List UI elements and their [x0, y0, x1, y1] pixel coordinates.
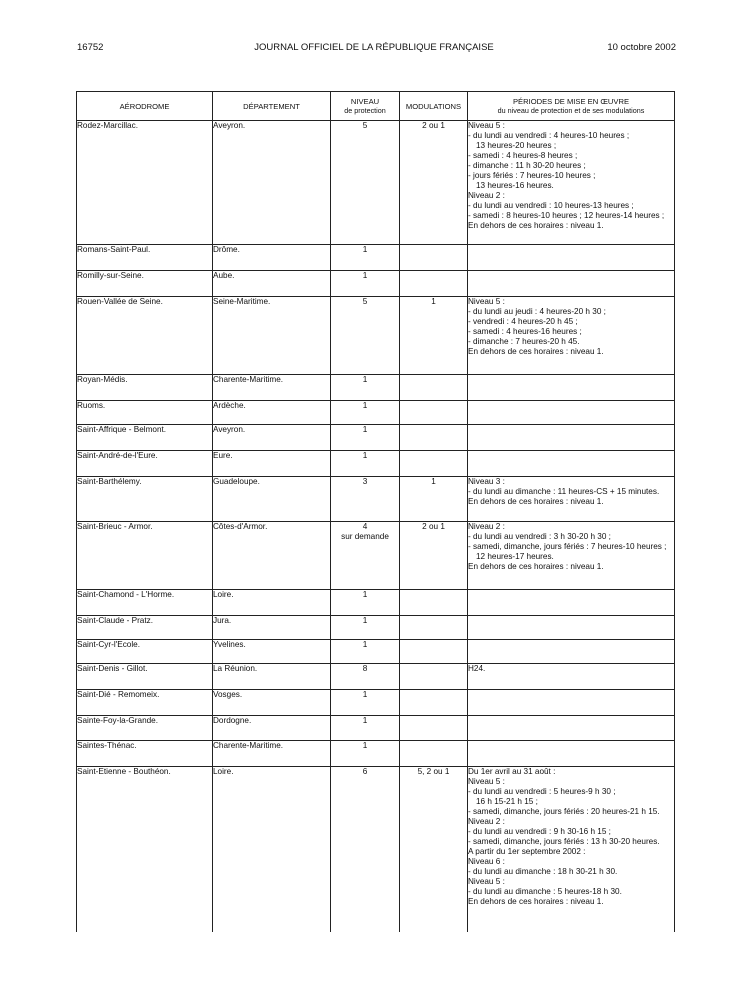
aerodrome-cell: Saint-Claude - Pratz. — [77, 616, 213, 640]
niveau-cell — [331, 271, 400, 297]
modulations-cell: 1 — [400, 477, 468, 522]
table-row — [77, 741, 675, 767]
aerodrome-cell: Rodez-Marcillac. — [77, 121, 213, 245]
aerodrome-table — [76, 91, 675, 932]
niveau-cell — [331, 640, 400, 664]
periodes-cell — [468, 664, 675, 690]
departement-cell: Guadeloupe. — [213, 477, 331, 522]
table-row — [77, 297, 675, 375]
periodes-cell — [468, 271, 675, 297]
niveau-cell — [331, 245, 400, 271]
periode-line: H24. — [468, 664, 486, 673]
periodes-cell — [468, 451, 675, 477]
niveau-value: 1 — [362, 401, 368, 410]
col-header-periodes-line1: PÉRIODES DE MISE EN ŒUVRE — [512, 97, 630, 106]
periode-line: Niveau 5 : — [468, 877, 505, 886]
col-header-niveau — [331, 92, 400, 121]
departement-cell: Aveyron. — [213, 425, 331, 451]
modulations-cell — [400, 616, 468, 640]
periodes-cell — [468, 640, 675, 664]
periode-line: 13 heures-16 heures. — [476, 181, 554, 190]
departement-cell: Jura. — [213, 616, 331, 640]
col-header-periodes — [468, 92, 675, 121]
periode-line: En dehors de ces horaires : niveau 1. — [468, 897, 604, 906]
niveau-note: sur demande — [341, 532, 389, 541]
departement-cell: Yvelines. — [213, 640, 331, 664]
niveau-value: 4 — [362, 522, 368, 531]
col-header-niveau-line1: NIVEAU — [350, 97, 380, 106]
departement-cell: Aube. — [213, 271, 331, 297]
niveau-value: 1 — [362, 245, 368, 254]
periode-line: - samedi : 4 heures-16 heures ; — [468, 327, 582, 336]
niveau-cell — [331, 451, 400, 477]
modulations-cell — [400, 640, 468, 664]
table-row — [77, 477, 675, 522]
periodes-cell — [468, 767, 675, 932]
periode-line: 16 h 15-21 h 15 ; — [476, 797, 538, 806]
niveau-cell — [331, 121, 400, 245]
periode-line: - du lundi au dimanche : 11 heures-CS + 15 minutes. — [468, 487, 660, 496]
aerodrome-cell: Saint-Barthélemy. — [77, 477, 213, 522]
aerodrome-cell: Saint-Denis - Gillot. — [77, 664, 213, 690]
table-row — [77, 121, 675, 245]
niveau-value: 6 — [362, 767, 368, 776]
niveau-value: 1 — [362, 616, 368, 625]
niveau-value: 5 — [362, 121, 368, 130]
periode-line: - du lundi au vendredi : 4 heures-10 heures ; — [468, 131, 630, 140]
aerodrome-cell: Saint-Brieuc - Armor. — [77, 522, 213, 590]
departement-cell: Côtes-d'Armor. — [213, 522, 331, 590]
periode-line: - du lundi au vendredi : 9 h 30-16 h 15 ; — [468, 827, 611, 836]
modulations-cell — [400, 690, 468, 716]
departement-cell: Ardèche. — [213, 401, 331, 425]
niveau-value: 8 — [362, 664, 368, 673]
aerodrome-cell: Saint-Cyr-l'Ecole. — [77, 640, 213, 664]
table-row — [77, 451, 675, 477]
niveau-cell — [331, 590, 400, 616]
niveau-value: 5 — [362, 297, 368, 306]
periode-line: En dehors de ces horaires : niveau 1. — [468, 562, 604, 571]
periode-line: - dimanche : 7 heures-20 h 45. — [468, 337, 580, 346]
col-header-departement: DÉPARTEMENT — [213, 92, 331, 121]
modulations-cell — [400, 375, 468, 401]
periodes-cell — [468, 425, 675, 451]
periode-line: Niveau 5 : — [468, 777, 505, 786]
departement-cell: Eure. — [213, 451, 331, 477]
periodes-cell — [468, 616, 675, 640]
modulations-cell — [400, 590, 468, 616]
niveau-cell — [331, 690, 400, 716]
niveau-value: 1 — [362, 690, 368, 699]
periode-line: Niveau 2 : — [468, 191, 505, 200]
periode-line: - du lundi au dimanche : 5 heures-18 h 30. — [468, 887, 622, 896]
niveau-value: 1 — [362, 451, 368, 460]
niveau-cell — [331, 741, 400, 767]
departement-cell: Loire. — [213, 590, 331, 616]
periodes-cell — [468, 375, 675, 401]
table-row — [77, 375, 675, 401]
departement-cell: Charente-Maritime. — [213, 741, 331, 767]
periodes-cell — [468, 590, 675, 616]
niveau-cell — [331, 425, 400, 451]
modulations-cell: 5, 2 ou 1 — [400, 767, 468, 932]
periode-line: - samedi, dimanche, jours fériés : 20 heures-21 h 15. — [468, 807, 660, 816]
niveau-cell — [331, 401, 400, 425]
periode-line: - samedi : 4 heures-8 heures ; — [468, 151, 578, 160]
periode-line: - du lundi au jeudi : 4 heures-20 h 30 ; — [468, 307, 606, 316]
niveau-value: 1 — [362, 741, 368, 750]
niveau-cell — [331, 522, 400, 590]
page-number: 16752 — [77, 42, 104, 53]
aerodrome-cell: Saintes-Thénac. — [77, 741, 213, 767]
modulations-cell — [400, 401, 468, 425]
niveau-value: 1 — [362, 271, 368, 280]
aerodrome-cell: Saint-Chamond - L'Horme. — [77, 590, 213, 616]
periode-line: - du lundi au dimanche : 18 h 30-21 h 30. — [468, 867, 618, 876]
niveau-cell — [331, 297, 400, 375]
periodes-cell — [468, 297, 675, 375]
periode-line: - vendredi : 4 heures-20 h 45 ; — [468, 317, 578, 326]
niveau-value: 1 — [362, 425, 368, 434]
periodes-cell — [468, 401, 675, 425]
table-row — [77, 522, 675, 590]
periode-line: A partir du 1er septembre 2002 : — [468, 847, 586, 856]
col-header-modulations: MODULATIONS — [400, 92, 468, 121]
table-row — [77, 590, 675, 616]
col-header-periodes-line2: du niveau de protection et de ses modulations — [497, 106, 645, 115]
aerodrome-cell: Ruoms. — [77, 401, 213, 425]
niveau-cell — [331, 716, 400, 741]
departement-cell: Aveyron. — [213, 121, 331, 245]
table-row — [77, 664, 675, 690]
periode-line: - du lundi au vendredi : 3 h 30-20 h 30 ; — [468, 532, 611, 541]
table-row — [77, 425, 675, 451]
niveau-value: 1 — [362, 590, 368, 599]
periode-line: - jours fériés : 7 heures-10 heures ; — [468, 171, 596, 180]
periodes-cell — [468, 477, 675, 522]
modulations-cell — [400, 271, 468, 297]
journal-title: JOURNAL OFFICIEL DE LA RÉPUBLIQUE FRANÇAISE — [254, 42, 494, 53]
modulations-cell: 2 ou 1 — [400, 121, 468, 245]
periode-line: - samedi : 8 heures-10 heures ; 12 heures-14 heures ; — [468, 211, 665, 220]
aerodrome-cell: Sainte-Foy-la-Grande. — [77, 716, 213, 741]
periodes-cell — [468, 741, 675, 767]
aerodrome-cell: Saint-Dié - Remomeix. — [77, 690, 213, 716]
departement-cell: Charente-Maritime. — [213, 375, 331, 401]
departement-cell: La Réunion. — [213, 664, 331, 690]
periode-line: Niveau 6 : — [468, 857, 505, 866]
modulations-cell: 1 — [400, 297, 468, 375]
periodes-cell — [468, 522, 675, 590]
periode-line: Niveau 2 : — [468, 522, 505, 531]
niveau-cell — [331, 664, 400, 690]
table-row — [77, 271, 675, 297]
table-row — [77, 690, 675, 716]
departement-cell: Seine-Maritime. — [213, 297, 331, 375]
modulations-cell: 2 ou 1 — [400, 522, 468, 590]
aerodrome-cell: Royan-Médis. — [77, 375, 213, 401]
periode-line: Niveau 5 : — [468, 121, 505, 130]
aerodrome-cell: Romans-Saint-Paul. — [77, 245, 213, 271]
niveau-cell — [331, 477, 400, 522]
modulations-cell — [400, 451, 468, 477]
periodes-cell — [468, 245, 675, 271]
departement-cell: Drôme. — [213, 245, 331, 271]
periode-line: En dehors de ces horaires : niveau 1. — [468, 347, 604, 356]
table-row — [77, 716, 675, 741]
col-header-aerodrome: AÉRODROME — [77, 92, 213, 121]
modulations-cell — [400, 741, 468, 767]
niveau-value: 3 — [362, 477, 368, 486]
periode-line: 12 heures-17 heures. — [476, 552, 554, 561]
periode-line: Du 1er avril au 31 août : — [468, 767, 556, 776]
periodes-cell — [468, 121, 675, 245]
niveau-cell — [331, 767, 400, 932]
periode-line: 13 heures-20 heures ; — [476, 141, 557, 150]
table-row — [77, 245, 675, 271]
periode-line: - du lundi au vendredi : 5 heures-9 h 30 ; — [468, 787, 616, 796]
periode-line: Niveau 2 : — [468, 817, 505, 826]
modulations-cell — [400, 664, 468, 690]
aerodrome-cell: Saint-Affrique - Belmont. — [77, 425, 213, 451]
aerodrome-cell: Romilly-sur-Seine. — [77, 271, 213, 297]
col-header-niveau-line2: de protection — [344, 106, 386, 115]
aerodrome-cell: Saint-André-de-l'Eure. — [77, 451, 213, 477]
table-row — [77, 767, 675, 932]
periode-line: - du lundi au vendredi : 10 heures-13 heures ; — [468, 201, 634, 210]
periodes-cell — [468, 716, 675, 741]
departement-cell: Vosges. — [213, 690, 331, 716]
table-row — [77, 616, 675, 640]
publication-date: 10 octobre 2002 — [607, 42, 676, 53]
niveau-cell — [331, 375, 400, 401]
periode-line: - dimanche : 11 h 30-20 heures ; — [468, 161, 586, 170]
aerodrome-cell: Rouen-Vallée de Seine. — [77, 297, 213, 375]
niveau-value: 1 — [362, 716, 368, 725]
table-row — [77, 401, 675, 425]
periode-line: Niveau 3 : — [468, 477, 505, 486]
periode-line: En dehors de ces horaires : niveau 1. — [468, 497, 604, 506]
periode-line: - samedi, dimanche, jours fériés : 7 heures-10 heures ; — [468, 542, 667, 551]
modulations-cell — [400, 425, 468, 451]
modulations-cell — [400, 716, 468, 741]
departement-cell: Loire. — [213, 767, 331, 932]
periodes-cell — [468, 690, 675, 716]
niveau-value: 1 — [362, 375, 368, 384]
niveau-value: 1 — [362, 640, 368, 649]
modulations-cell — [400, 245, 468, 271]
departement-cell: Dordogne. — [213, 716, 331, 741]
periode-line: En dehors de ces horaires : niveau 1. — [468, 221, 604, 230]
table-header-row — [77, 92, 675, 121]
aerodrome-cell: Saint-Etienne - Bouthéon. — [77, 767, 213, 932]
niveau-cell — [331, 616, 400, 640]
periode-line: - samedi, dimanche, jours fériés : 13 h 30-20 heures. — [468, 837, 660, 846]
periode-line: Niveau 5 : — [468, 297, 505, 306]
table-row — [77, 640, 675, 664]
